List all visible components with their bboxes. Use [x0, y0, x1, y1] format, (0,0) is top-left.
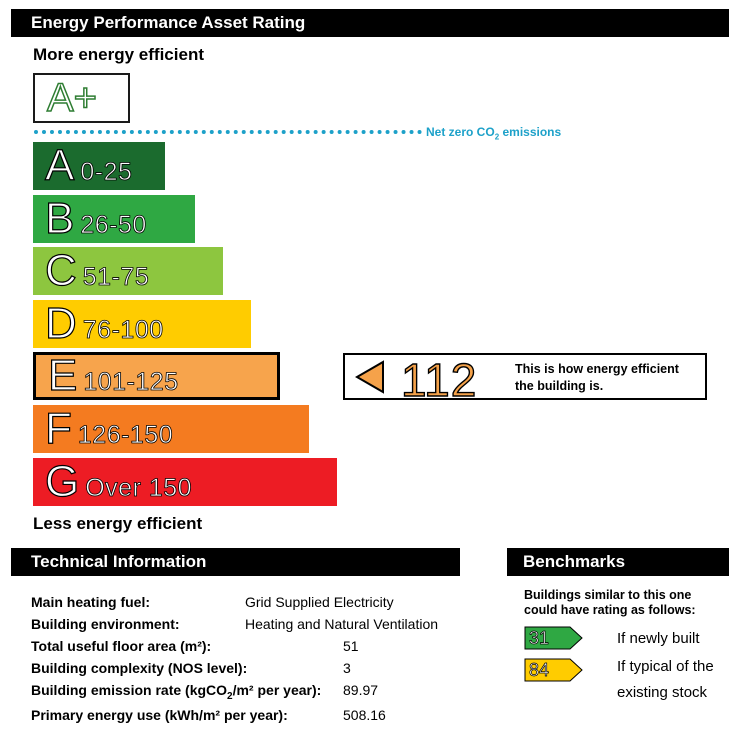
band-letter: D: [45, 299, 77, 348]
band-f: [33, 405, 309, 453]
rating-title: Energy Performance Asset Rating: [31, 13, 306, 32]
band-range: 101-125: [83, 367, 179, 396]
current-rating-box: [343, 353, 707, 406]
tech-row-emission-rate: [31, 682, 321, 702]
tech-label-subscript: 2: [227, 690, 233, 702]
rating-description-line-2: the building is.: [515, 379, 604, 393]
tech-label-suffix: /m² per year):: [232, 682, 322, 698]
band-g: [33, 458, 337, 506]
band-d: [33, 300, 251, 348]
benchmarks-subtitle: Buildings similar to this one could have rating as follows:: [524, 588, 696, 617]
tech-row-complexity: [31, 660, 247, 676]
rating-value: 112: [401, 354, 478, 406]
net-zero-dotted-line: [34, 130, 422, 134]
tech-value-floor-area: 51: [343, 638, 359, 654]
tech-label: Building environment:: [31, 616, 180, 632]
band-a: [33, 142, 165, 190]
less-efficient-label: Less energy efficient: [33, 514, 203, 533]
net-zero-suffix: emissions: [499, 125, 562, 139]
band-range: 126-150: [77, 420, 174, 449]
band-range: 51-75: [82, 262, 150, 291]
band-letter: E: [48, 351, 78, 400]
more-efficient-label: More energy efficient: [33, 45, 204, 64]
tech-label: Main heating fuel:: [31, 594, 150, 610]
rating-description-line-1: This is how energy efficient: [515, 362, 679, 376]
benchmark-value-new: 31: [529, 628, 550, 648]
tech-value-primary-energy: 508.16: [343, 707, 386, 723]
band-letter: F: [45, 404, 72, 453]
band-range: 0-25: [80, 157, 133, 186]
tech-value-environment: Heating and Natural Ventilation: [245, 616, 439, 632]
band-letter: G: [45, 457, 80, 506]
net-zero-label: [426, 125, 561, 141]
benchmark-desc-typical: If typical of the existing stock: [617, 658, 714, 701]
aplus-band: [33, 73, 130, 123]
band-letter: C: [45, 246, 77, 295]
band-range: Over 150: [85, 473, 193, 502]
net-zero-subscript: 2: [494, 132, 500, 142]
tech-value-heating-fuel: Grid Supplied Electricity: [245, 594, 394, 610]
benchmarks-header: [507, 548, 729, 576]
net-zero-text: Net zero CO: [426, 125, 495, 139]
benchmark-value-typical: 84: [529, 660, 550, 680]
tech-row-floor-area: [31, 638, 211, 654]
band-range: 26-50: [80, 210, 147, 239]
tech-value-emission-rate: 89.97: [343, 682, 379, 698]
tech-label: Building emission rate (kgCO: [31, 682, 228, 698]
tech-row-heating-fuel: [31, 594, 150, 610]
tech-value-complexity: 3: [343, 660, 351, 676]
rating-description: [515, 361, 705, 395]
aplus-letter: A+: [47, 76, 98, 120]
benchmark-desc-new: If newly built: [617, 630, 700, 647]
technical-header: [11, 548, 460, 576]
technical-title: Technical Information: [31, 552, 207, 571]
tech-row-environment: [31, 616, 180, 632]
benchmarks-title: Benchmarks: [523, 552, 626, 571]
tech-label: Building complexity (NOS level):: [31, 660, 248, 676]
band-c: [33, 247, 223, 295]
tech-row-primary-energy: [31, 707, 288, 723]
band-range: 76-100: [82, 315, 164, 344]
rating-arrow-icon: [355, 360, 389, 394]
tech-label: Primary energy use (kWh/m² per year):: [31, 707, 288, 723]
band-b: [33, 195, 195, 243]
band-letter: B: [45, 194, 75, 243]
rating-header: [11, 9, 729, 37]
band-letter: A: [45, 141, 75, 190]
band-e: [33, 352, 280, 400]
tech-label: Total useful floor area (m²):: [31, 638, 212, 654]
